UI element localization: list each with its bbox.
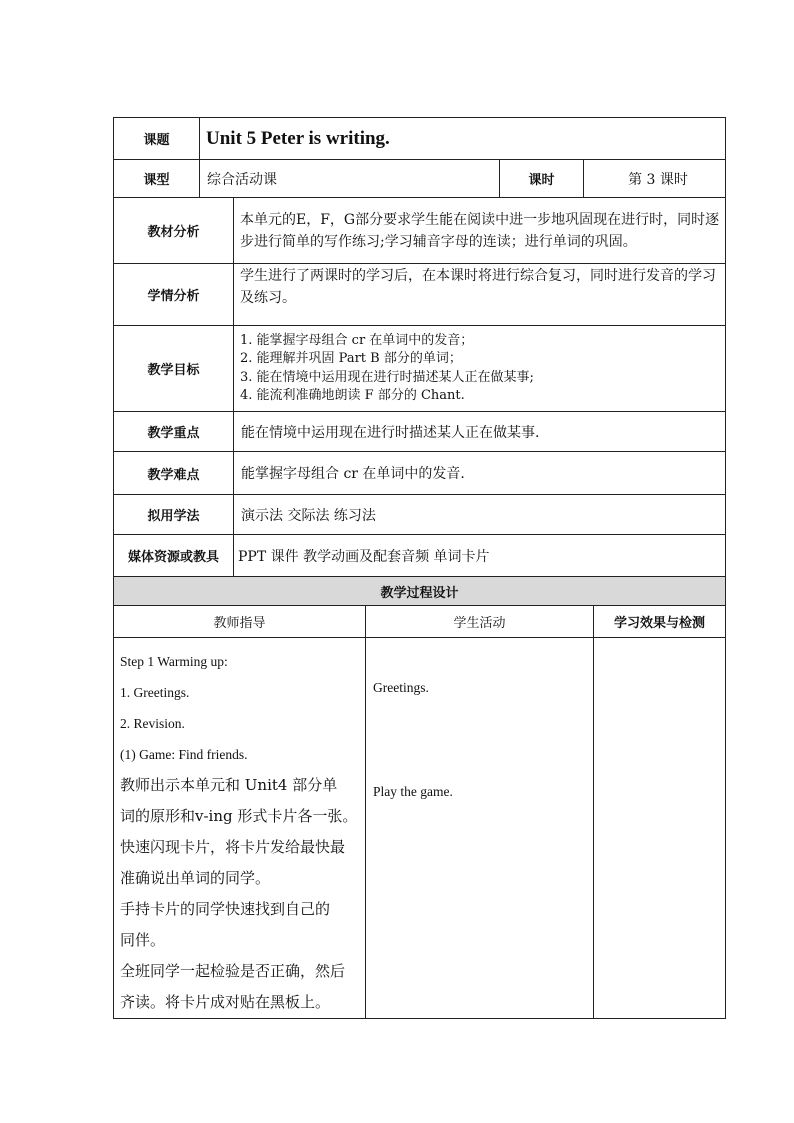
period-label: 课时 [500,160,584,198]
learning-check-header: 学习效果与检测 [594,606,726,638]
goals-row [114,326,726,412]
students-row [114,264,726,326]
teacher-line: 1. Greetings. [120,685,190,700]
difficulty-text: 能掌握字母组合 cr 在单词中的发音. [234,452,726,495]
topic-row [114,118,726,160]
material-row [114,198,726,264]
student-activity-header: 学生活动 [366,606,594,638]
type-value: 综合活动课 [200,160,500,198]
process-content-row [114,638,726,1019]
teacher-line: 准确说出单词的同学。 [120,869,271,887]
student-line: Play the game. [373,784,453,799]
teacher-line: 词的原形和v-ing 形式卡片各一张。 [120,807,358,825]
type-row [114,160,726,198]
key-point-row [114,412,726,452]
goal-item: 3. 能在情境中运用现在进行时描述某人正在做某事; [240,369,534,385]
teacher-line: 同伴。 [120,931,166,949]
key-point-text: 能在情境中运用现在进行时描述某人正在做某事. [234,412,726,452]
teacher-line: 教师出示本单元和 Unit4 部分单 [120,776,338,794]
material-label: 教材分析 [114,198,234,264]
goal-item: 1. 能掌握字母组合 cr 在单词中的发音； [240,332,474,348]
students-text: 学生进行了两课时的学习后，在本课时将进行综合复习，同时进行发音的学习及练习。 [234,264,726,326]
teacher-line: 齐读。将卡片成对贴在黑板上。 [120,993,331,1011]
topic-value: Unit 5 Peter is writing. [200,118,726,160]
teacher-line: Step 1 Warming up: [120,654,228,669]
process-table [113,576,726,1019]
process-section-row [114,577,726,606]
students-label: 学情分析 [114,264,234,326]
teacher-line: (1) Game: Find friends. [120,747,248,762]
goals-label: 教学目标 [114,326,234,412]
difficulty-label: 教学难点 [114,452,234,495]
methods-label: 拟用学法 [114,495,234,535]
media-row [114,535,726,577]
difficulty-row [114,452,726,495]
material-text: 本单元的E，F，G部分要求学生能在阅读中进一步地巩固现在进行时，同时逐步进行简单的写作练习;学习辅音字母的连读；进行单词的巩固。 [234,198,726,264]
methods-row [114,495,726,535]
teacher-guidance-header: 教师指导 [114,606,366,638]
teacher-line: 快速闪现卡片，将卡片发给最快最 [120,838,346,856]
teacher-line: 全班同学一起检验是否正确，然后 [120,962,346,980]
period-value: 第 3 课时 [584,160,726,198]
key-point-label: 教学重点 [114,412,234,452]
media-label: 媒体资源或教具 [114,535,234,577]
process-section-title: 教学过程设计 [114,577,726,606]
teacher-line: 手持卡片的同学快速找到自己的 [120,900,331,918]
goal-item: 2. 能理解并巩固 Part B 部分的单词； [240,351,462,366]
media-text: PPT 课件 教学动画及配套音频 单词卡片 [234,535,726,577]
learning-check-cell [594,638,726,1019]
methods-text: 演示法 交际法 练习法 [234,495,726,535]
lesson-plan-page [113,117,725,1019]
lesson-plan-table [113,117,726,577]
student-activity-cell [366,638,594,1019]
teacher-line: 2. Revision. [120,716,185,731]
student-line: Greetings. [373,680,429,695]
goal-item: 4. 能流利准确地朗读 F 部分的 Chant. [240,388,465,403]
teacher-guidance-cell [114,638,366,1019]
process-header-row [114,606,726,638]
type-label: 课型 [114,160,200,198]
goals-list [234,326,726,412]
topic-label: 课题 [114,118,200,160]
